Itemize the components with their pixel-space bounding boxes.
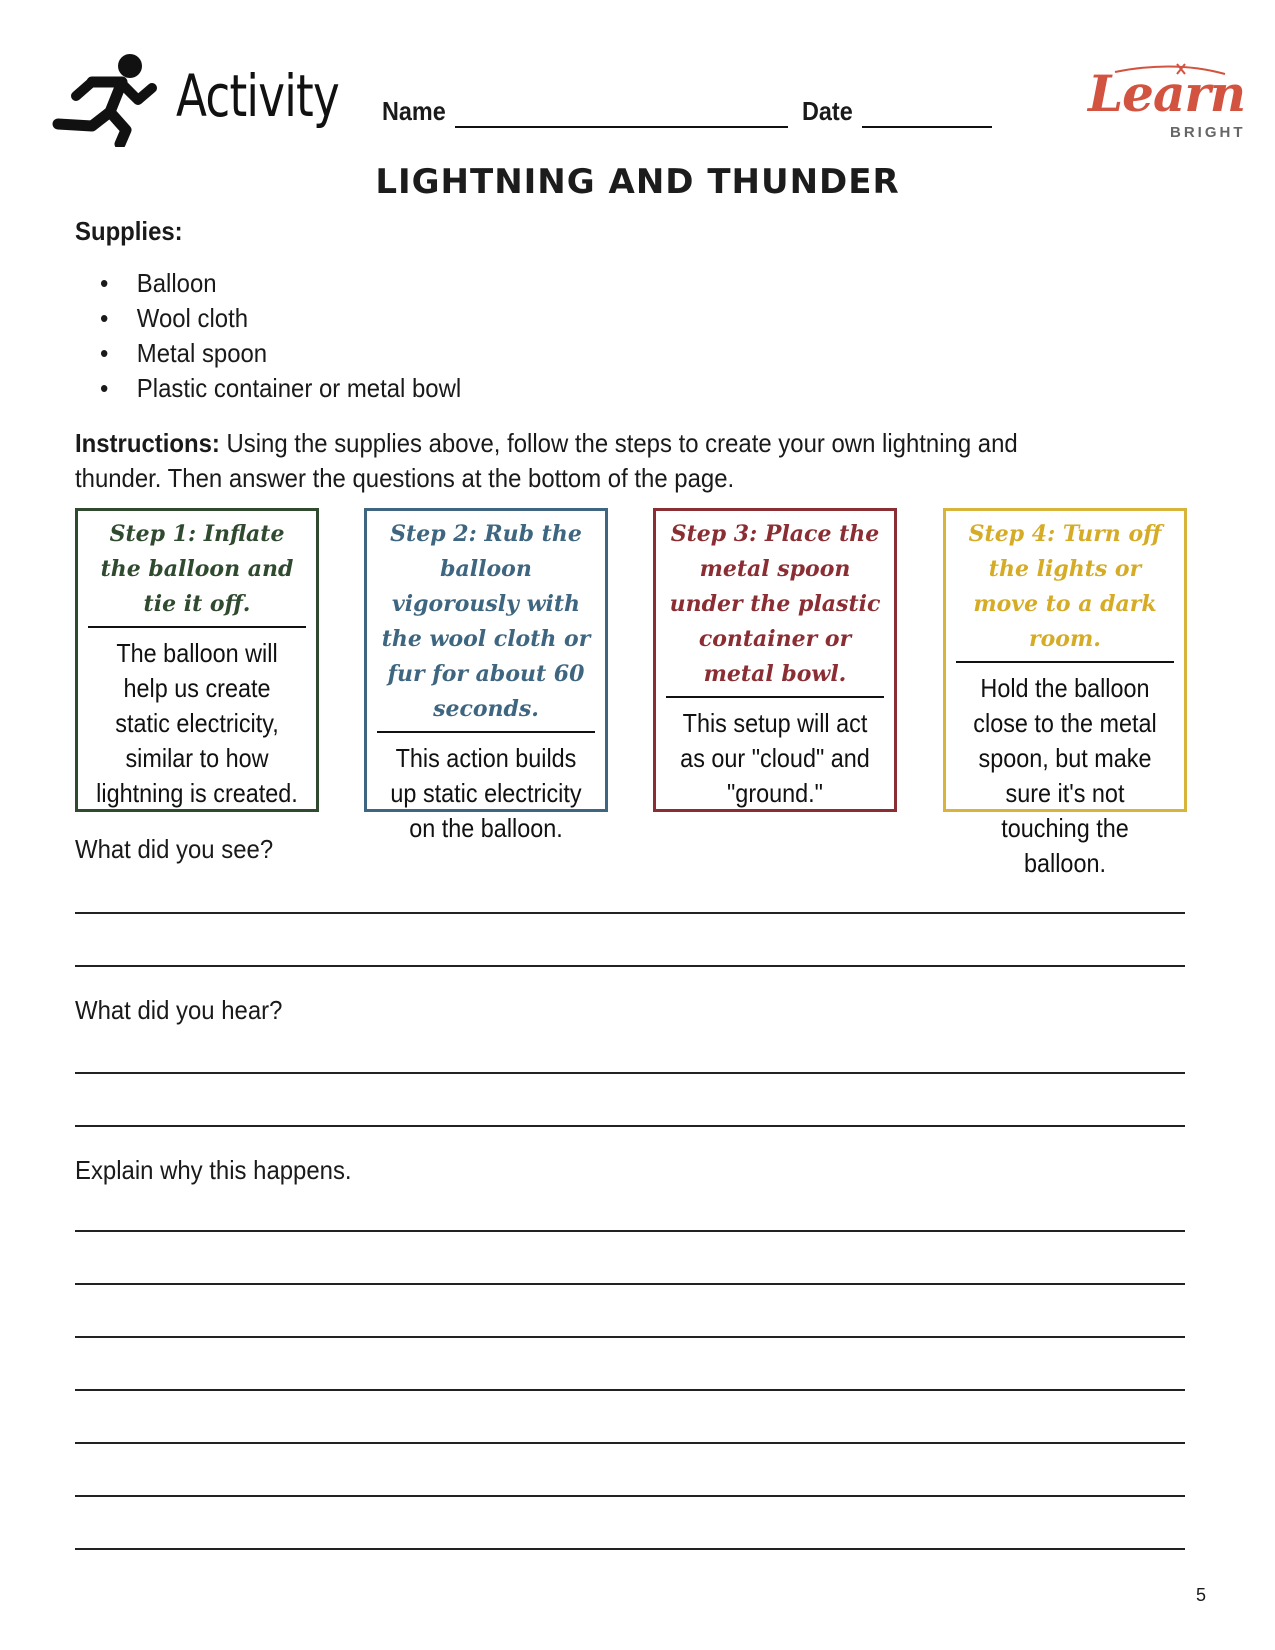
- page-number: 5: [1196, 1585, 1207, 1605]
- supplies-list: [100, 266, 493, 406]
- answer-line[interactable]: [75, 1495, 1185, 1497]
- answer-line[interactable]: [75, 912, 1185, 914]
- answer-line[interactable]: [75, 1548, 1185, 1550]
- step-card-4: [943, 508, 1187, 878]
- answer-line[interactable]: [75, 1072, 1185, 1074]
- page-title: LIGHTNING AND THUNDER: [375, 162, 900, 202]
- list-item: [100, 371, 461, 406]
- logo: Learn: [1088, 64, 1246, 123]
- bullet: •: [100, 268, 109, 298]
- step-heading: Step 4: Turn off the lights or move to a dark room.: [956, 517, 1174, 663]
- step-heading: Step 3: Place the metal spoon under the plastic container or metal bowl.: [666, 517, 884, 698]
- list-item-label: Balloon: [136, 268, 217, 298]
- list-item: [100, 301, 461, 336]
- question-see: What did you see?: [75, 834, 274, 864]
- step-body: This action builds up static electricity on the balloon.: [390, 743, 582, 843]
- supplies-heading: Supplies:: [75, 216, 183, 246]
- instructions: [75, 426, 1110, 496]
- step-card-1: [75, 508, 319, 812]
- list-item: [100, 336, 461, 371]
- date-field[interactable]: [862, 126, 992, 128]
- step-card-3: [653, 508, 897, 812]
- instructions-label: Instructions:: [75, 428, 220, 458]
- name-field[interactable]: [455, 126, 788, 128]
- step-heading: Step 2: Rub the balloon vigorously with the wool cloth or fur for about 60 seconds.: [377, 517, 595, 733]
- answer-line[interactable]: [75, 1442, 1185, 1444]
- step-body: Hold the balloon close to the metal spoon, but make sure it's not touching the balloon.: [973, 673, 1157, 878]
- date-label: Date: [802, 96, 853, 126]
- running-person-icon: [52, 52, 157, 147]
- instructions-text: Using the supplies above, follow the steps to create your own lightning and thunder. Then answer the questions at the bottom of the page.: [75, 428, 1018, 493]
- step-heading: Step 1: Inflate the balloon and tie it off.: [88, 517, 306, 628]
- list-item-label: Plastic container or metal bowl: [136, 373, 462, 403]
- logo-subtext: BRIGHT: [1170, 124, 1246, 141]
- list-item: [100, 266, 461, 301]
- name-label: Name: [382, 96, 446, 126]
- answer-line[interactable]: [75, 965, 1185, 967]
- bullet: •: [100, 338, 109, 368]
- answer-line[interactable]: [75, 1336, 1185, 1338]
- step-body: This setup will act as our "cloud" and "ground.": [680, 708, 870, 808]
- answer-line[interactable]: [75, 1230, 1185, 1232]
- question-explain: Explain why this happens.: [75, 1155, 352, 1185]
- answer-line[interactable]: [75, 1125, 1185, 1127]
- step-body: The balloon will help us create static electricity, similar to how lightning is created.: [96, 638, 298, 808]
- question-hear: What did you hear?: [75, 995, 283, 1025]
- activity-label: Activity: [176, 62, 339, 130]
- list-item-label: Wool cloth: [136, 303, 249, 333]
- bullet: •: [100, 373, 109, 403]
- bullet: •: [100, 303, 109, 333]
- answer-line[interactable]: [75, 1389, 1185, 1391]
- answer-line[interactable]: [75, 1283, 1185, 1285]
- list-item-label: Metal spoon: [136, 338, 268, 368]
- step-card-2: [364, 508, 608, 843]
